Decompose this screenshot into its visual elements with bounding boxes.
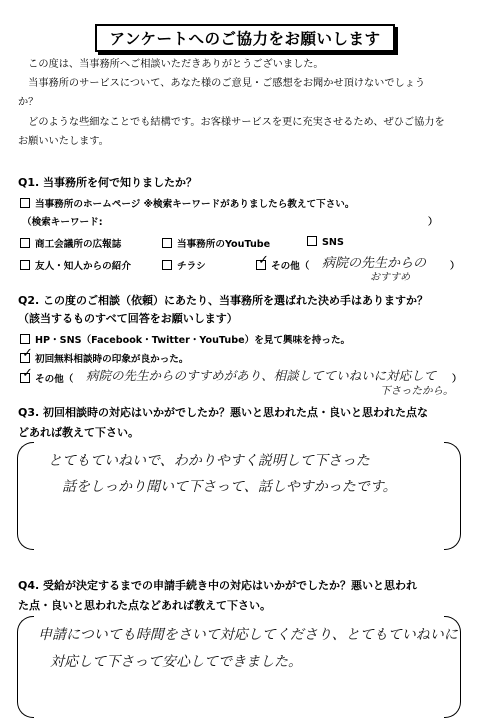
q1-flyer-checkbox[interactable] xyxy=(162,260,172,270)
intro-line-1: この度は、当事務所へご相談いただきありがとうございました。 xyxy=(18,59,324,70)
q2-free-consult-checkbox[interactable] xyxy=(20,353,30,363)
survey-title-text: アンケートへのご協力をお願いします xyxy=(109,30,381,48)
q1-other-label: その他（ xyxy=(271,261,310,272)
q2-option-hp-sns[interactable] xyxy=(20,332,350,346)
intro-line-3: か？ xyxy=(18,97,39,108)
q1-keyword-label: （検索キーワード: xyxy=(22,217,103,228)
q1-other-checkbox[interactable] xyxy=(256,260,266,270)
q1-chamber-label: 商工会議所の広報誌 xyxy=(35,239,122,250)
q1-option-friend[interactable] xyxy=(20,258,131,272)
q1-option-flyer[interactable] xyxy=(162,258,206,272)
q2-free-consult-label: 初回無料相談時の印象が良かった。 xyxy=(35,354,189,365)
q1-other-close: ） xyxy=(450,261,460,272)
q2-title-line-1: Q2. この度のご相談（依頼）にあたり、当事務所を選ばれた決め手はありますか？ xyxy=(18,294,429,307)
q4-answer-line-1: 申請についても時間をさいて対応してくださり、とてもていねいに xyxy=(38,627,458,643)
q1-sns-label: SNS xyxy=(322,237,344,248)
q4-title-line-2: た点・良いと思われた点などあれば教えて下さい。 xyxy=(18,599,271,612)
survey-title xyxy=(95,24,395,52)
q1-youtube-label: 当事務所のYouTube xyxy=(177,239,271,250)
q1-other-answer-line-1: 病院の先生からの xyxy=(322,256,427,271)
q1-option-youtube[interactable] xyxy=(162,236,270,250)
intro-line-5: お願いいたします。 xyxy=(18,136,109,147)
q3-title-line-2: どあれば教えて下さい。 xyxy=(18,426,139,439)
q1-option-website[interactable] xyxy=(20,196,354,210)
q1-title: Q1. 当事務所を何で知りましたか？ xyxy=(18,176,198,189)
intro-line-2: 当事務所のサービスについて、あなた様のご意見・ご感想をお聞かせ頂けないでしょう xyxy=(18,78,426,89)
q1-sns-checkbox[interactable] xyxy=(307,236,317,246)
q4-answer-box-left-bracket xyxy=(17,616,34,718)
q2-other-close: ） xyxy=(452,374,462,385)
q1-website-label: 当事務所のホームページ ※検索キーワードがありましたら教えて下さい。 xyxy=(35,199,355,210)
q1-keyword-close: ） xyxy=(428,217,438,228)
q3-answer-line-2: 話をしっかり聞いて下さって、話しやすかったです。 xyxy=(62,479,397,495)
q1-youtube-checkbox[interactable] xyxy=(162,238,172,248)
q1-friend-label: 友人・知人からの紹介 xyxy=(35,261,131,272)
q2-title-line-2: （該当するものすべて回答をお願いします） xyxy=(18,312,238,325)
q2-other-answer-line-2: 下さったから。 xyxy=(380,385,454,397)
q1-other-answer-line-2: おすすめ xyxy=(370,272,411,283)
q1-flyer-label: チラシ xyxy=(177,261,206,272)
q1-option-chamber[interactable] xyxy=(20,236,121,250)
q1-option-other[interactable] xyxy=(256,258,309,272)
q3-answer-line-1: とてもていねいで、わかりやすく説明して下さった xyxy=(48,453,370,469)
q4-answer-line-2: 対応して下さって安心してできました。 xyxy=(50,654,302,670)
q2-hp-sns-label: HP・SNS（Facebook・Twitter・YouTube）を見て興味を持った。 xyxy=(35,335,351,346)
q4-title-line-1: Q4. 受給が決定するまでの申請手続き中の対応はいかがでしたか？悪いと思われ xyxy=(18,579,418,592)
intro-line-4: どのような些細なことでも結構です。お客様サービスを更に充実させるため、ぜひご協力を xyxy=(18,117,445,128)
q3-answer-box-right-bracket xyxy=(444,442,461,550)
q1-website-checkbox[interactable] xyxy=(20,198,30,208)
q2-other-checkbox[interactable] xyxy=(20,373,30,383)
q3-answer-box-left-bracket xyxy=(17,442,34,550)
q1-friend-checkbox[interactable] xyxy=(20,260,30,270)
q1-chamber-checkbox[interactable] xyxy=(20,238,30,248)
q3-title-line-1: Q3. 初回相談時の対応はいかがでしたか？悪いと思われた点・良いと思われた点な xyxy=(18,406,429,419)
q2-other-answer-line-1: 病院の先生からのすすめがあり、相談してていねいに対応して xyxy=(86,368,437,383)
q2-hp-sns-checkbox[interactable] xyxy=(20,334,30,344)
q1-option-sns[interactable] xyxy=(307,236,344,248)
q2-option-free-consult[interactable] xyxy=(20,351,189,365)
q2-other-label: その他（ xyxy=(35,374,74,385)
q2-option-other[interactable] xyxy=(20,371,73,385)
